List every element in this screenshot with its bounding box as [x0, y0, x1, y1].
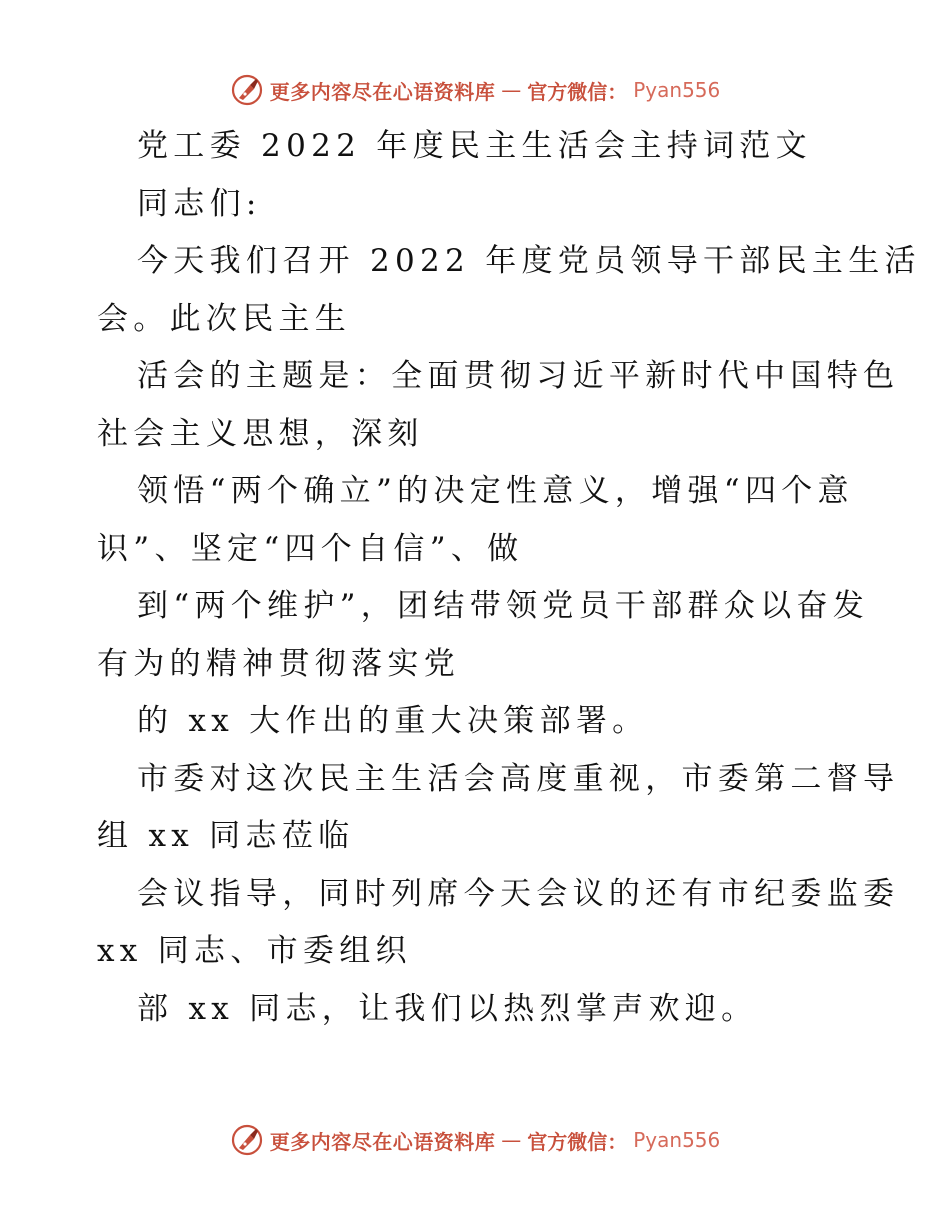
document-title: 党工委 2022 年度民主生活会主持词范文: [137, 128, 812, 164]
paragraph-line: 市委对这次民主生活会高度重视，市委第二督导: [137, 760, 900, 797]
banner-dash: —: [501, 1128, 522, 1152]
banner-wechat-id: Pyan556: [633, 78, 721, 102]
paragraph-line: 领悟“两个确立”的决定性意义，增强“四个意: [137, 473, 854, 509]
paragraph-line: 识”、坚定“四个自信”、做: [97, 530, 524, 567]
paragraph-line: 活会的主题是：全面贯彻习近平新时代中国特色: [137, 358, 900, 394]
banner-main-text: 更多内容尽在心语资料库: [269, 79, 496, 104]
pen-nib-logo-icon: [230, 73, 264, 107]
banner-dash: —: [501, 78, 522, 102]
banner-wechat-label: 官方微信：: [527, 1129, 628, 1154]
paragraph-line: 社会主义思想，深刻: [97, 415, 424, 452]
paragraph-line: 到“两个维护”，团结带领党员干部群众以奋发: [137, 588, 869, 624]
paragraph-line: 会。此次民主生: [97, 300, 352, 337]
banner-main-text: 更多内容尽在心语资料库: [269, 1129, 496, 1154]
paragraph-line: 会议指导，同时列席今天会议的还有市纪委监委: [137, 875, 900, 912]
header-watermark-banner: [0, 70, 950, 110]
footer-watermark-banner: [0, 1120, 950, 1160]
paragraph-line: xx 同志、市委组织: [97, 933, 412, 969]
banner-wechat-id: Pyan556: [633, 1128, 721, 1152]
paragraph-line: 组 xx 同志莅临: [97, 818, 355, 854]
paragraph-line: 有为的精神贯彻落实党: [97, 645, 460, 682]
paragraph-line: 今天我们召开 2022 年度党员领导干部民主生活: [137, 243, 921, 279]
document-body: [97, 118, 921, 1038]
paragraph-line: 的 xx 大作出的重大决策部署。: [137, 703, 649, 739]
paragraph-line: 部 xx 同志，让我们以热烈掌声欢迎。: [137, 990, 758, 1027]
pen-nib-logo-icon: [230, 1123, 264, 1157]
banner-wechat-label: 官方微信：: [527, 79, 628, 104]
salutation: 同志们:: [137, 185, 262, 222]
